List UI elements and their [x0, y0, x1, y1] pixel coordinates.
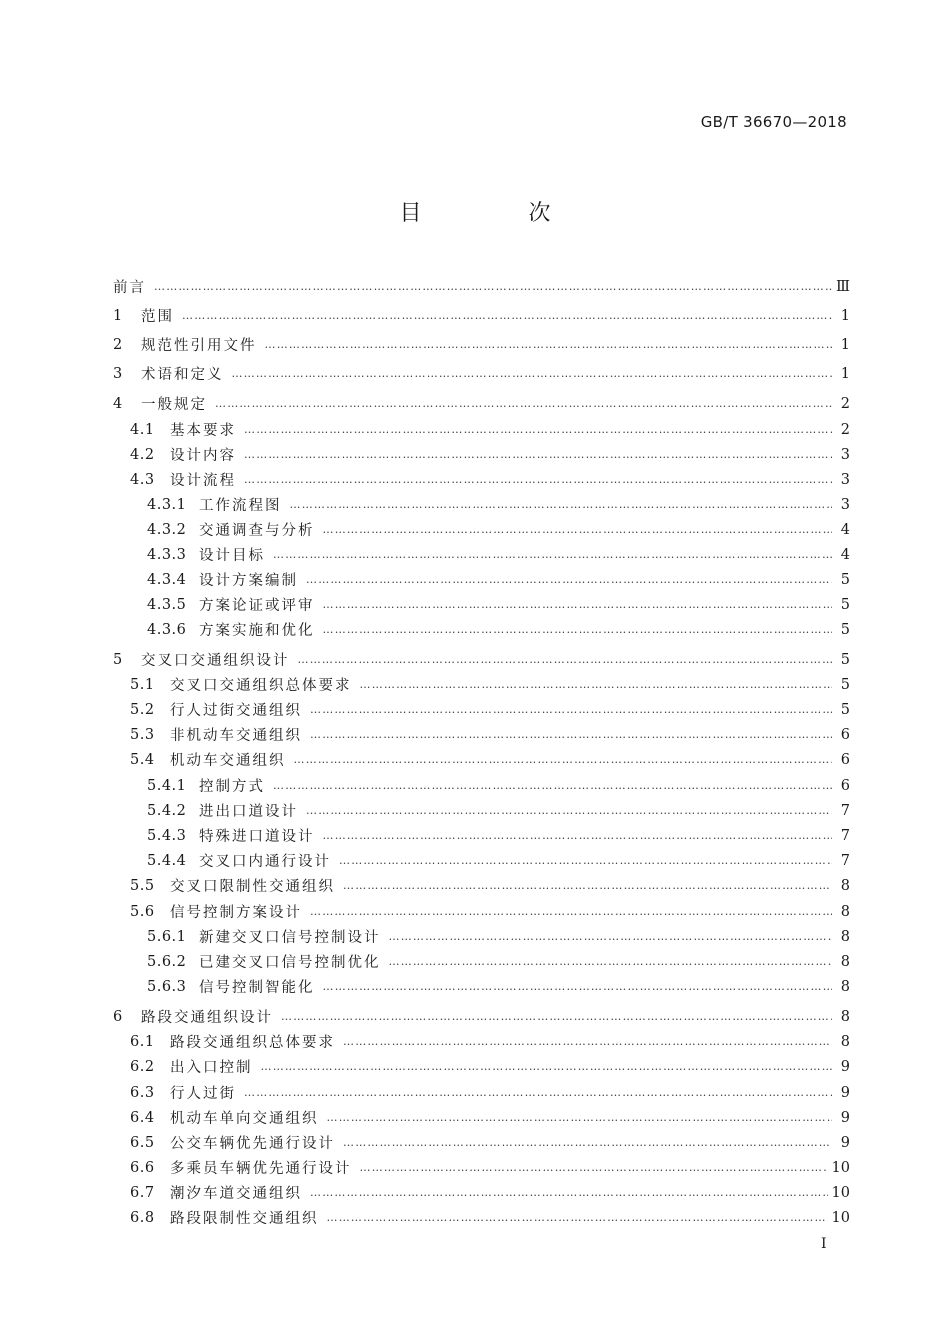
- toc-entry-number: 6.4: [130, 1109, 155, 1126]
- toc-entry[interactable]: [113, 617, 850, 642]
- toc-entry[interactable]: [113, 697, 850, 722]
- toc-entry[interactable]: [113, 391, 850, 416]
- standard-code: GB/T 36670—2018: [700, 113, 847, 131]
- toc-leader-dots: [323, 617, 833, 642]
- toc-entry-page: 1: [840, 336, 850, 353]
- toc-leader-dots: [323, 823, 833, 848]
- toc-entry[interactable]: [113, 542, 850, 567]
- toc-entry-page: 5: [840, 651, 850, 668]
- toc-entry-page: 10: [831, 1159, 850, 1176]
- toc-entry-label: 多乘员车辆优先通行设计: [170, 1161, 352, 1177]
- toc-entry-label: 非机动车交通组织: [170, 728, 302, 744]
- toc-leader-dots: [310, 722, 832, 747]
- toc-entry-number: 5.3: [130, 726, 155, 743]
- toc-entry-number: 4.3.1: [147, 496, 187, 513]
- toc-entry[interactable]: [113, 1105, 850, 1130]
- toc-leader-dots: [244, 417, 832, 442]
- toc-entry[interactable]: [113, 1029, 850, 1054]
- toc-entry-page: 9: [840, 1084, 850, 1101]
- toc-entry-page: 8: [840, 903, 850, 920]
- toc-entry[interactable]: [113, 823, 850, 848]
- toc-entry-number: 4.3.2: [147, 521, 187, 538]
- toc-entry[interactable]: [113, 899, 850, 924]
- toc-entry-label: 范围: [141, 309, 174, 325]
- toc-entry-number: 6.6: [130, 1159, 155, 1176]
- toc-entry-number: 6.8: [130, 1209, 155, 1226]
- toc-entry[interactable]: [113, 1054, 850, 1079]
- toc-entry-page: 8: [840, 928, 850, 945]
- toc-entry-page: 2: [840, 395, 850, 412]
- toc-entry-number: 6.1: [130, 1033, 155, 1050]
- toc-entry-label: 出入口控制: [170, 1060, 253, 1076]
- toc-entry-label: 设计内容: [170, 448, 236, 464]
- toc-entry[interactable]: [113, 924, 850, 949]
- toc-leader-dots: [389, 924, 833, 949]
- toc-entry[interactable]: [113, 647, 850, 672]
- toc-entry-page: 5: [840, 621, 850, 638]
- toc-entry[interactable]: [113, 417, 850, 442]
- toc-entry-number: 4: [113, 395, 123, 412]
- toc-entry-number: 5.4.2: [147, 802, 187, 819]
- toc-entry-label: 已建交叉口信号控制优化: [199, 955, 381, 971]
- toc-entry-number: 2: [113, 336, 123, 353]
- toc-entry[interactable]: [113, 332, 850, 357]
- toc-entry-page: Ⅲ: [836, 278, 850, 295]
- toc-entry[interactable]: [113, 274, 850, 299]
- toc-entry[interactable]: [113, 1155, 850, 1180]
- toc-leader-dots: [310, 899, 832, 924]
- toc-leader-dots: [294, 747, 833, 772]
- toc-leader-dots: [154, 274, 832, 299]
- toc-leader-dots: [323, 592, 833, 617]
- toc-entry-label: 路段限制性交通组织: [170, 1211, 319, 1227]
- toc-entry[interactable]: [113, 722, 850, 747]
- toc-entry-number: 4.3: [130, 471, 155, 488]
- toc-entry-page: 6: [840, 726, 850, 743]
- toc-entry-label: 一般规定: [141, 397, 207, 413]
- toc-entry[interactable]: [113, 773, 850, 798]
- toc-entry[interactable]: [113, 798, 850, 823]
- toc-leader-dots: [306, 798, 832, 823]
- toc-entry-number: 6.5: [130, 1134, 155, 1151]
- toc-entry-page: 5: [840, 701, 850, 718]
- toc-entry-label: 规范性引用文件: [141, 338, 257, 354]
- toc-entry-label: 方案实施和优化: [199, 623, 315, 639]
- toc-entry-number: 6: [113, 1008, 123, 1025]
- toc-entry[interactable]: [113, 949, 850, 974]
- toc-entry-page: 3: [840, 446, 850, 463]
- toc-entry[interactable]: [113, 517, 850, 542]
- toc-entry-page: 9: [840, 1058, 850, 1075]
- toc-entry-page: 7: [840, 852, 850, 869]
- toc-entry-page: 2: [840, 421, 850, 438]
- toc-entry[interactable]: [113, 1080, 850, 1105]
- toc-entry-label: 行人过街: [170, 1086, 236, 1102]
- toc-entry[interactable]: [113, 567, 850, 592]
- toc-entry[interactable]: [113, 303, 850, 328]
- toc-leader-dots: [298, 647, 833, 672]
- toc-entry-page: 8: [840, 978, 850, 995]
- toc-leader-dots: [182, 303, 832, 328]
- toc-leader-dots: [273, 542, 832, 567]
- toc-entry-number: 5.2: [130, 701, 155, 718]
- toc-entry-label: 机动车单向交通组织: [170, 1111, 319, 1127]
- toc-entry-page: 6: [840, 777, 850, 794]
- toc-leader-dots: [360, 1155, 828, 1180]
- toc-leader-dots: [244, 442, 832, 467]
- toc-entry-label: 设计方案编制: [199, 573, 298, 589]
- toc-entry-label: 公交车辆优先通行设计: [170, 1136, 335, 1152]
- toc-entry-page: 1: [840, 307, 850, 324]
- toc-leader-dots: [261, 1054, 833, 1079]
- toc-entry-page: 3: [840, 471, 850, 488]
- toc-entry-number: 5.6.3: [147, 978, 187, 995]
- toc-entry-page: 4: [840, 521, 850, 538]
- toc-entry-label: 设计目标: [199, 548, 265, 564]
- toc-entry[interactable]: [113, 873, 850, 898]
- toc-entry-label: 交叉口内通行设计: [199, 854, 331, 870]
- toc-entry-page: 1: [840, 365, 850, 382]
- toc-entry-page: 8: [840, 1033, 850, 1050]
- toc-entry[interactable]: [113, 492, 850, 517]
- toc-entry-number: 5.4: [130, 751, 155, 768]
- toc-leader-dots: [327, 1205, 828, 1230]
- toc-entry[interactable]: [113, 1205, 850, 1230]
- toc-entry-page: 9: [840, 1109, 850, 1126]
- toc-entry-page: 5: [840, 596, 850, 613]
- toc-leader-dots: [323, 517, 833, 542]
- toc-entry-label: 交通调查与分析: [199, 523, 315, 539]
- toc-entry-label: 术语和定义: [141, 367, 224, 383]
- toc-entry-number: 3: [113, 365, 123, 382]
- toc-entry-page: 6: [840, 751, 850, 768]
- toc-entry-label: 前言: [113, 280, 146, 296]
- toc-entry-page: 8: [840, 953, 850, 970]
- toc-leader-dots: [343, 873, 832, 898]
- toc-entry-label: 特殊进口道设计: [199, 829, 315, 845]
- toc-entry[interactable]: [113, 442, 850, 467]
- toc-entry[interactable]: [113, 974, 850, 999]
- toc-entry-number: 6.3: [130, 1084, 155, 1101]
- toc-entry-page: 8: [840, 1008, 850, 1025]
- toc-leader-dots: [360, 672, 833, 697]
- toc-entry-label: 信号控制方案设计: [170, 905, 302, 921]
- toc-entry-label: 工作流程图: [199, 498, 282, 514]
- toc-entry-label: 路段交通组织总体要求: [170, 1035, 335, 1051]
- toc-entry-number: 4.3.4: [147, 571, 187, 588]
- toc-entry-label: 潮汐车道交通组织: [170, 1186, 302, 1202]
- toc-leader-dots: [343, 1130, 832, 1155]
- toc-entry[interactable]: [113, 1130, 850, 1155]
- toc-entry-number: 4.3.3: [147, 546, 187, 563]
- toc-entry-page: 4: [840, 546, 850, 563]
- page-number: I: [821, 1236, 827, 1252]
- toc-entry-label: 路段交通组织设计: [141, 1010, 273, 1026]
- toc-entry[interactable]: [113, 672, 850, 697]
- toc-entry-label: 设计流程: [170, 473, 236, 489]
- toc-entry[interactable]: [113, 1180, 850, 1205]
- toc-leader-dots: [310, 1180, 828, 1205]
- toc-entry-number: 5.1: [130, 676, 155, 693]
- toc-entry-number: 4.3.6: [147, 621, 187, 638]
- toc-entry-number: 5.6: [130, 903, 155, 920]
- toc-leader-dots: [306, 567, 832, 592]
- toc-entry-page: 8: [840, 877, 850, 894]
- toc-entry-number: 4.3.5: [147, 596, 187, 613]
- toc-entry-page: 9: [840, 1134, 850, 1151]
- toc-entry[interactable]: [113, 848, 850, 873]
- toc-leader-dots: [281, 1004, 832, 1029]
- toc-entry-number: 4.2: [130, 446, 155, 463]
- toc-leader-dots: [389, 949, 833, 974]
- toc-entry-label: 交叉口限制性交通组织: [170, 879, 335, 895]
- toc-entry-page: 10: [831, 1184, 850, 1201]
- toc-leader-dots: [244, 467, 832, 492]
- toc-entry-page: 7: [840, 827, 850, 844]
- toc-leader-dots: [310, 697, 832, 722]
- toc-entry[interactable]: [113, 467, 850, 492]
- toc-entry-label: 行人过街交通组织: [170, 703, 302, 719]
- toc-leader-dots: [215, 391, 832, 416]
- toc-entry[interactable]: [113, 747, 850, 772]
- toc-entry-page: 5: [840, 571, 850, 588]
- toc-leader-dots: [339, 848, 832, 873]
- toc-entry-number: 5.4.1: [147, 777, 187, 794]
- toc-entry-label: 机动车交通组织: [170, 753, 286, 769]
- toc-entry-number: 5.4.4: [147, 852, 187, 869]
- toc-leader-dots: [232, 361, 833, 386]
- page-title: 目 次: [399, 201, 601, 226]
- toc-entry-number: 5: [113, 651, 123, 668]
- toc-entry-number: 6.7: [130, 1184, 155, 1201]
- toc-entry[interactable]: [113, 592, 850, 617]
- toc-entry-number: 5.5: [130, 877, 155, 894]
- toc-entry-number: 5.6.2: [147, 953, 187, 970]
- toc-entry-label: 进出口道设计: [199, 804, 298, 820]
- toc-entry-number: 6.2: [130, 1058, 155, 1075]
- toc-leader-dots: [290, 492, 833, 517]
- toc-entry-label: 信号控制智能化: [199, 980, 315, 996]
- toc-entry-label: 控制方式: [199, 779, 265, 795]
- toc-entry-page: 5: [840, 676, 850, 693]
- toc-entry-page: 7: [840, 802, 850, 819]
- toc-entry-number: 5.4.3: [147, 827, 187, 844]
- toc-leader-dots: [244, 1080, 832, 1105]
- toc-entry-number: 4.1: [130, 421, 155, 438]
- toc-leader-dots: [323, 974, 833, 999]
- toc-leader-dots: [343, 1029, 832, 1054]
- toc-entry-number: 5.6.1: [147, 928, 187, 945]
- toc-entry-label: 方案论证或评审: [199, 598, 315, 614]
- toc-entry-label: 交叉口交通组织总体要求: [170, 678, 352, 694]
- toc-leader-dots: [327, 1105, 833, 1130]
- toc-leader-dots: [265, 332, 833, 357]
- toc-entry-label: 交叉口交通组织设计: [141, 653, 290, 669]
- toc-entry-page: 3: [840, 496, 850, 513]
- toc-entry-page: 10: [831, 1209, 850, 1226]
- toc-entry[interactable]: [113, 361, 850, 386]
- toc-entry[interactable]: [113, 1004, 850, 1029]
- toc-entry-label: 新建交叉口信号控制设计: [199, 930, 381, 946]
- toc-entry-number: 1: [113, 307, 123, 324]
- toc-leader-dots: [273, 773, 832, 798]
- toc-entry-label: 基本要求: [170, 423, 236, 439]
